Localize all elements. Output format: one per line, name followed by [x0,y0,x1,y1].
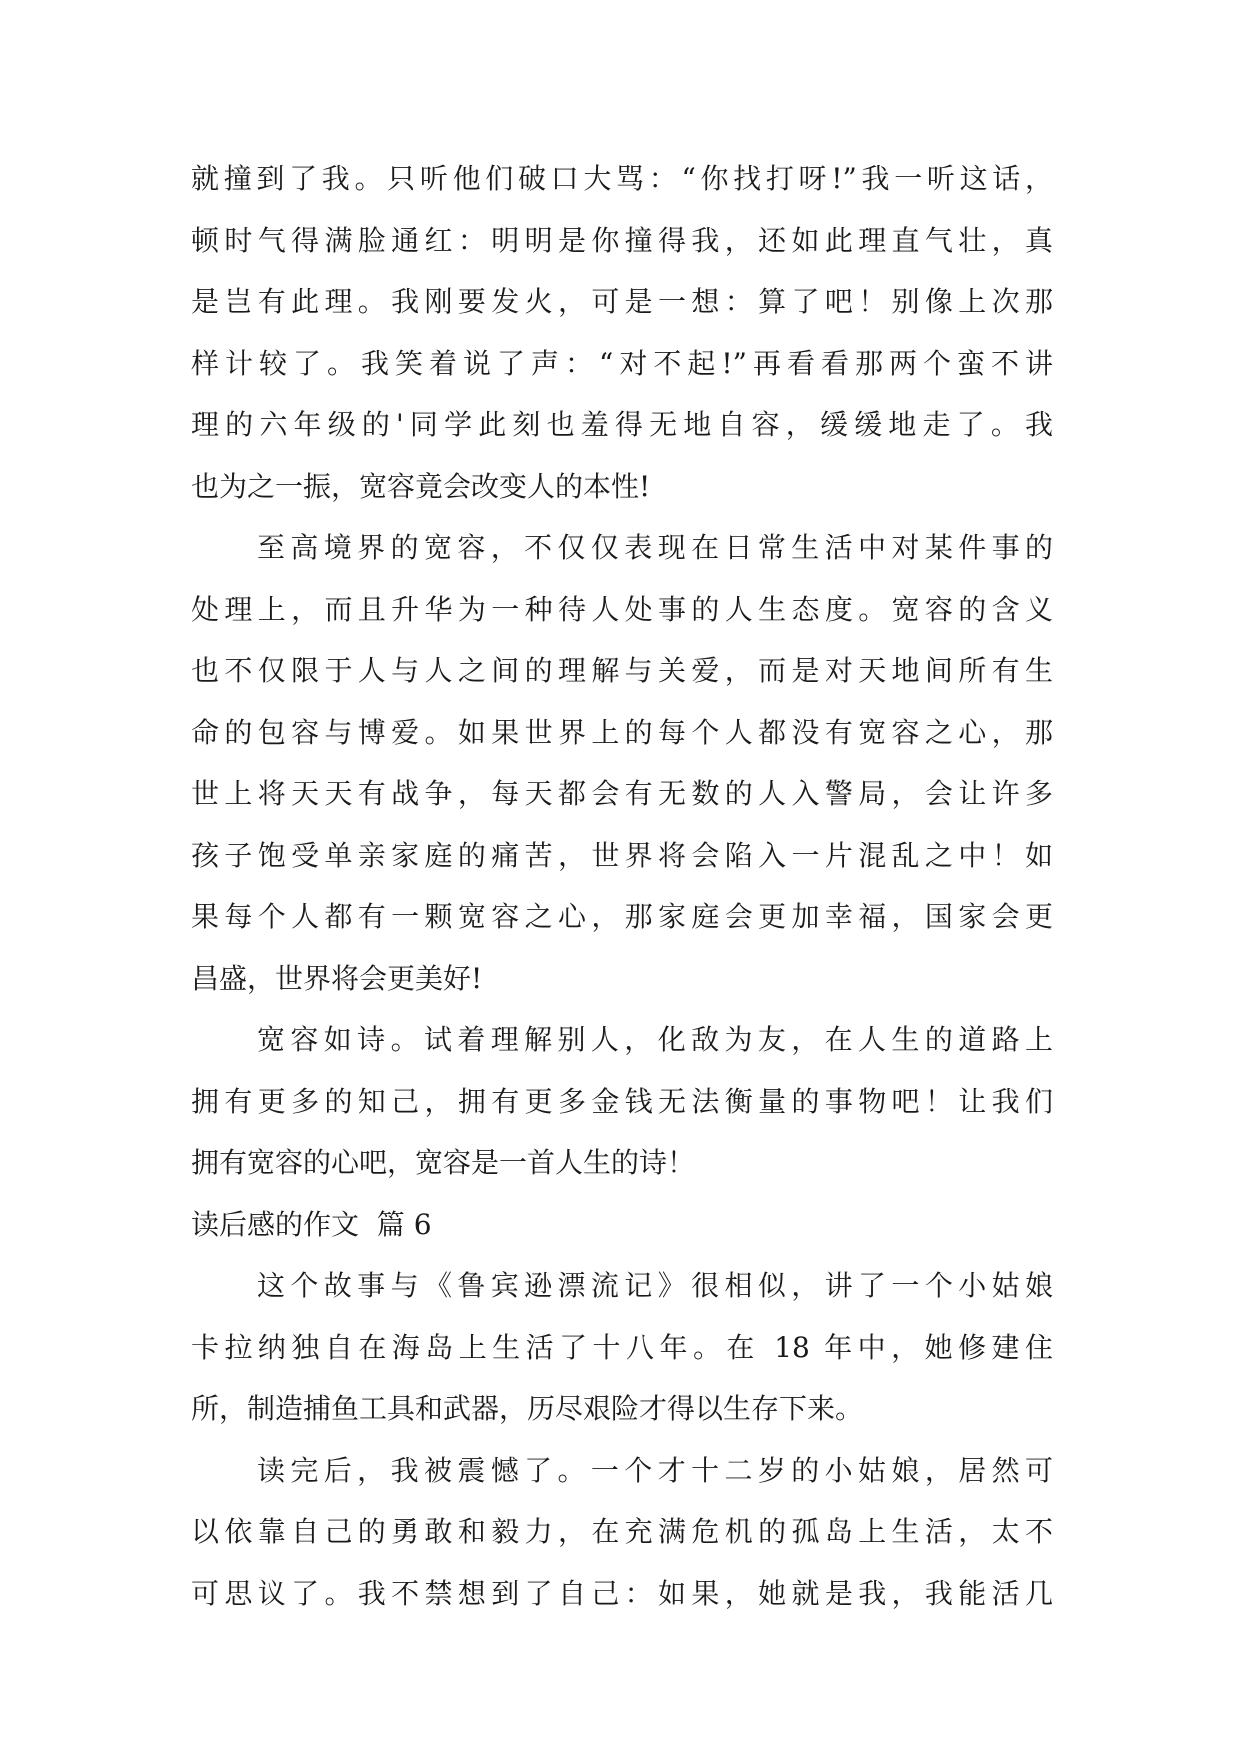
text-line: 也为之一振，宽容竟会改变人的本性! [191,469,651,503]
section-heading: 读后感的作文 篇 6 [191,1207,432,1241]
paragraph-first-line: 这个故事与《鲁宾逊漂流记》很相似，讲了一个小姑娘 [257,1269,1053,1302]
text-line: 所，制造捕鱼工具和武器，历尽艰险才得以生存下来。 [191,1392,864,1425]
text-line: 昌盛，世界将会更美好! [191,961,483,995]
text-line: 孩子饱受单亲家庭的痛苦，世界将会陷入一片混乱之中！如 [191,838,1053,872]
text-line: 顿时气得满脸通红：明明是你撞得我，还如此理直气壮，真 [191,223,1053,257]
text-line: 拥有更多的知己，拥有更多金钱无法衡量的事物吧！让我们 [191,1084,1053,1118]
text-line: 样计较了。我笑着说了声：“对不起!”再看看那两个蛮不讲 [191,346,1053,380]
text-line: 理的六年级的'同学此刻也羞得无地自容，缓缓地走了。我 [191,408,1053,441]
paragraph-first-line: 宽容如诗。试着理解别人，化敌为友，在人生的道路上 [257,1023,1053,1056]
text-line: 以依靠自己的勇敢和毅力，在充满危机的孤岛上生活，太不 [191,1515,1053,1548]
text-line: 是岂有此理。我刚要发火，可是一想：算了吧！别像上次那 [191,285,1053,318]
text-line: 可思议了。我不禁想到了自己：如果，她就是我，我能活几 [191,1576,1053,1610]
text-line: 果每个人都有一颗宽容之心，那家庭会更加幸福，国家会更 [191,900,1053,933]
paragraph-first-line: 至高境界的宽容，不仅仅表现在日常生活中对某件事的 [257,531,1053,564]
text-line: 卡拉纳独自在海岛上生活了十八年。在 18 年中，她修建住 [191,1330,1053,1364]
text-line: 命的包容与博爱。如果世界上的每个人都没有宽容之心，那 [191,715,1053,749]
text-line: 拥有宽容的心吧，宽容是一首人生的诗！ [191,1146,696,1179]
document-body [191,148,1053,1624]
text-line: 处理上，而且升华为一种待人处事的人生态度。宽容的含义 [191,592,1053,626]
text-line: 就撞到了我。只听他们破口大骂：“你找打呀!”我一听这话， [191,162,1053,195]
text-line: 世上将天天有战争，每天都会有无数的人入警局，会让许多 [191,777,1053,810]
text-line: 也不仅限于人与人之间的理解与关爱，而是对天地间所有生 [191,654,1053,687]
paragraph-first-line: 读完后，我被震憾了。一个才十二岁的小姑娘，居然可 [257,1453,1053,1487]
